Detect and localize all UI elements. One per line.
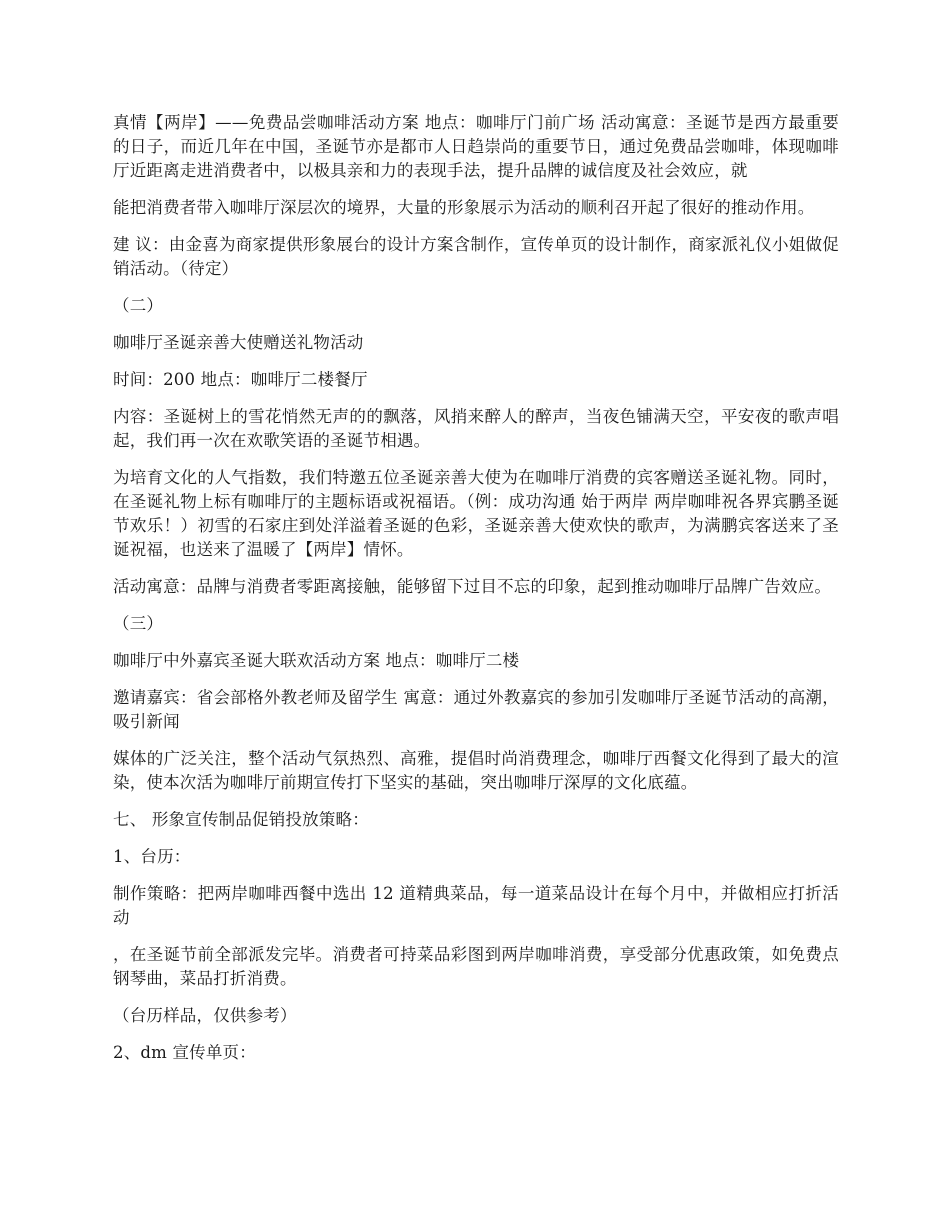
activity-time-location: 时间：200 地点：咖啡厅二楼餐厅 <box>113 370 368 389</box>
paragraph-gift-details: 为培育文化的人气指数，我们特邀五位圣诞亲善大使为在咖啡厅消费的宾客赠送圣诞礼物。同时，在圣诞礼物上标有咖啡厅的主题标语或祝福语。（例：成功沟通 始于两岸 两岸咖啡祝各界宾鹏圣诞节欢乐！）初雪的石家庄到处洋溢着圣诞的色彩，圣诞亲善大使欢快的歌声，为满鹏宾客送来了圣诞祝福，也送来了温暖了【两岸】情怀。 <box>113 468 839 559</box>
item-heading-dm-flyer: 2、dm 宣传单页： <box>113 1043 256 1062</box>
paragraph-activity-meaning: 活动寓意：品牌与消费者零距离接触，能够留下过目不忘的印象，起到推动咖啡厅品牌广告效应。 <box>113 577 832 596</box>
paragraph-intro: 真情【两岸】——免费品尝咖啡活动方案 地点：咖啡厅门前广场 活动寓意：圣诞节是西方最重要的日子，而近几年在中国，圣诞节亦是都市人日趋崇尚的重要节日，通过免费品尝咖啡，体现咖啡厅近距离走进消费者中，以极具亲和力的表现手法，提升品牌的诚信度及社会效应，就 <box>113 113 839 180</box>
paragraph-suggestion: 建 议：由金喜为商家提供形象展台的设计方案含制作，宣传单页的设计制作，商家派礼仪小姐做促销活动。（待定） <box>113 235 839 278</box>
paragraph-media: 媒体的广泛关注，整个活动气氛热烈、高雅，提倡时尚消费理念，咖啡厅西餐文化得到了最大的渲染，使本次活为咖啡厅前期宣传打下坚实的基础，突出咖啡厅深厚的文化底蕴。 <box>113 749 839 792</box>
item-heading-calendar: 1、台历： <box>113 847 191 866</box>
paragraph-intro-continued: 能把消费者带入咖啡厅深层次的境界，大量的形象展示为活动的顺利召开起了很好的推动作用。 <box>113 198 815 217</box>
paragraph-calendar-distribution: ，在圣诞节前全部派发完毕。消费者可持菜品彩图到两岸咖啡消费，享受部分优惠政策，如免费点钢琴曲，菜品打折消费。 <box>113 945 839 988</box>
section-heading-two: （二） <box>113 296 164 315</box>
section-heading-three: （三） <box>113 614 164 633</box>
document-body <box>113 111 839 1078</box>
paragraph-guests: 邀请嘉宾：省会部格外教老师及留学生 寓意：通过外教嘉宾的参加引发咖啡厅圣诞节活动的高潮，吸引新闻 <box>113 688 839 731</box>
activity-title-gift: 咖啡厅圣诞亲善大使赠送礼物活动 <box>113 333 364 352</box>
section-heading-seven: 七、 形象宣传制品促销投放策略： <box>113 810 369 829</box>
paragraph-content: 内容：圣诞树上的雪花悄然无声的的飘落，风捎来醉人的醉声，当夜色铺满天空，平安夜的歌声唱起，我们再一次在欢歌笑语的圣诞节相遇。 <box>113 407 839 450</box>
activity-title-party: 咖啡厅中外嘉宾圣诞大联欢活动方案 地点：咖啡厅二楼 <box>113 651 520 670</box>
paragraph-calendar-strategy: 制作策略：把两岸咖啡西餐中选出 12 道精典菜品，每一道菜品设计在每个月中，并做相应打折活动 <box>113 884 839 927</box>
paragraph-calendar-sample-note: （台历样品，仅供参考） <box>113 1006 297 1025</box>
